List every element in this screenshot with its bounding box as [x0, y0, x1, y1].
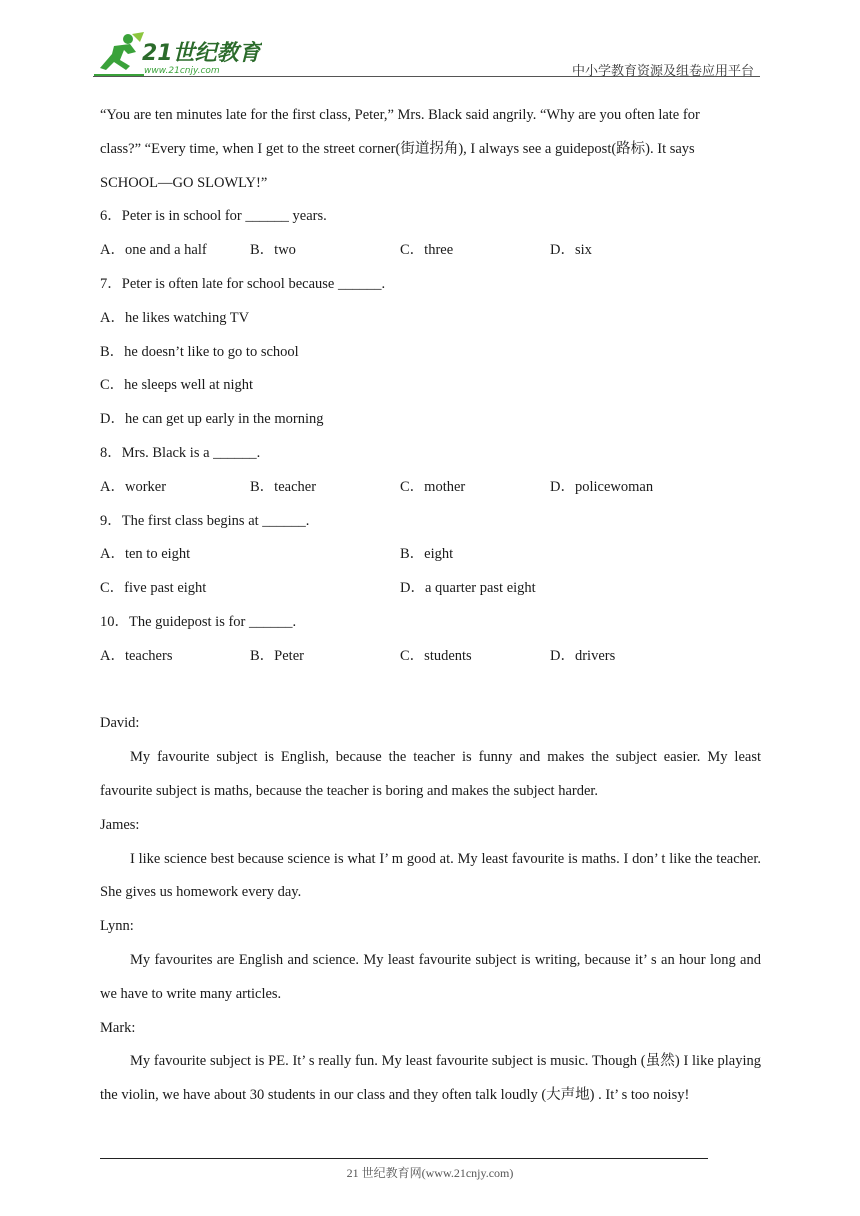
speaker-paragraph: My favourites are English and science. My least favourite subject is writing, because it’ s an hour long and we have to write many articles. [100, 951, 761, 1002]
speaker-paragraph: I like science best because science is what I’ m good at. My least favourite is maths. I don’ t like the teacher. She gives us homework every day. [100, 850, 761, 901]
option-a: A．teachers [100, 647, 173, 664]
option-b: B．he doesn’t like to go to school [100, 343, 299, 360]
svg-text:www.21cnjy.com: www.21cnjy.com [144, 66, 220, 76]
speaker-name: Lynn: [100, 918, 134, 935]
21cnjy-logo [92, 30, 262, 78]
question-10-options [100, 640, 761, 674]
speaker-paragraph: My favourite subject is PE. It’ s really fun. My least favourite subject is music. Though (虽然) I like playing the violin, we have about 30 students in our class and they often talk loudly (大声地) . It’ s too noisy! [100, 1053, 761, 1104]
passage-line: “You are ten minutes late for the first class, Peter,” Mrs. Black said angrily. “Why are you often late for [100, 107, 700, 123]
option-b: B．two [250, 242, 296, 259]
speaker-name: David: [100, 715, 140, 732]
option-d: D．policewoman [550, 478, 654, 495]
platform-name: 中小学教育资源及组卷应用平台 [571, 64, 754, 79]
question-6-stem: 6．Peter is in school for ______ years. [100, 208, 327, 225]
question-7-stem: 7．Peter is often late for school because ______. [100, 275, 386, 292]
speaker-name: James: [100, 816, 140, 833]
option-d: D．drivers [550, 647, 616, 664]
option-c: C．students [400, 647, 472, 664]
question-8-options [100, 471, 761, 505]
header-divider [93, 76, 760, 77]
option-c: C．three [400, 242, 454, 259]
question-9-options-row2 [100, 572, 761, 606]
option-c: C．five past eight [100, 580, 207, 597]
runner-icon [100, 32, 144, 70]
passage-line: class?” “Every time, when I get to the street corner(街道拐角), I always see a guidepost(路标). It says [100, 140, 695, 157]
spacer [100, 674, 761, 708]
option-c: C．he sleeps well at night [100, 377, 254, 394]
option-d: D．six [550, 242, 592, 259]
passage-line: SCHOOL—GO SLOWLY!” [100, 174, 268, 191]
option-a: A．ten to eight [100, 546, 191, 563]
option-b: B．Peter [250, 647, 304, 664]
option-a: A．worker [100, 478, 167, 495]
option-d: D．a quarter past eight [400, 580, 536, 597]
question-6-options [100, 234, 761, 268]
option-a: A．one and a half [100, 242, 207, 259]
option-c: C．mother [400, 478, 466, 495]
option-a: A．he likes watching TV [100, 309, 250, 326]
question-9-options-row1 [100, 538, 761, 572]
option-b: B．teacher [250, 478, 317, 495]
page-header [0, 0, 860, 80]
speaker-paragraph: My favourite subject is English, because the teacher is funny and makes the subject easier. My least favourite subject is maths, because the teacher is boring and makes the subject harder. [100, 749, 761, 799]
footer-divider [100, 1158, 708, 1159]
question-9-stem: 9．The first class begins at ______. [100, 512, 310, 529]
option-b: B．eight [400, 546, 454, 563]
svg-text:21世纪教育: 21世纪教育 [142, 41, 261, 66]
question-8-stem: 8．Mrs. Black is a ______. [100, 444, 261, 461]
page-footer: 21 世纪教育网(www.21cnjy.com) [346, 1166, 514, 1180]
speaker-name: Mark: [100, 1019, 136, 1036]
option-d: D．he can get up early in the morning [100, 411, 324, 428]
document-body [100, 99, 761, 1113]
question-10-stem: 10．The guidepost is for ______. [100, 613, 297, 630]
